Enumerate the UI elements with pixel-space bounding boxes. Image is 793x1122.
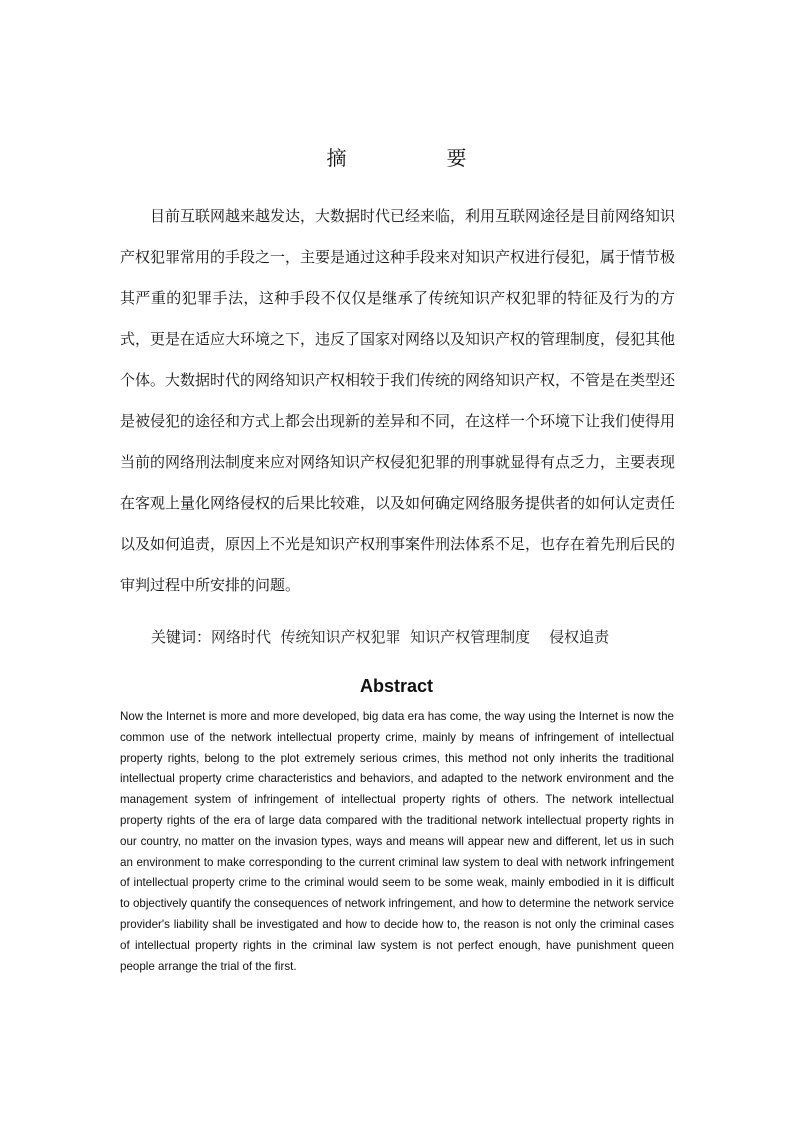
english-abstract-body: Now the Internet is more and more developed, big data era has come, the way using the Internet is now the common use of the network intellectual property crime, mainly by means of infringement of intellectual property rights, belong to the plot extremely serious crimes, this method not only inherits the traditional intellectual property crime characteristics and behaviors, and adapted to the network environment and the management system of infringement of intellectual property rights of others. The network intellectual property rights of the era of large data compared with the traditional network intellectual property rights in our country, no matter on the invasion types, ways and means will appear new and different, let us in such an environment to make corresponding to the current criminal law system to deal with network infringement of intellectual property crime to the criminal would seem to be some weak, mainly embodied in it is difficult to objectively quantify the consequences of network infringement, and how to determine the network service provider's liability shall be investigated and how to decide how to, the reason is not only the criminal cases of intellectual property rights in the criminal law system is not perfect enough, have punishment queen people arrange the trial of the first.: [120, 710, 674, 973]
english-abstract-title: Abstract: [359, 676, 434, 696]
keywords-items: 网络时代 传统知识产权犯罪 知识产权管理制度 侵权追责: [211, 628, 610, 646]
chinese-abstract-body: 目前互联网越来越发达，大数据时代已经来临，利用互联网途径是目前网络知识产权犯罪常用的手段之一，主要是通过这种手段来对知识产权进行侵犯，属于情节极其严重的犯罪手法，这种手段不仅仅是继承了传统知识产权犯罪的特征及行为的方式，更是在适应大环境之下，违反了国家对网络以及知识产权的管理制度，侵犯其他个体。大数据时代的网络知识产权相较于我们传统的网络知识产权，不管是在类型还是被侵犯的途径和方式上都会出现新的差异和不同，在这样一个环境下让我们使得用当前的网络刑法制度来应对网络知识产权侵犯犯罪的刑事就显得有点乏力，主要表现在客观上量化网络侵权的后果比较难，以及如何确定网络服务提供者的如何认定责任以及如何追责，原因上不光是知识产权刑事案件刑法体系不足，也存在着先刑后民的审判过程中所安排的问题。: [120, 207, 676, 594]
keywords-line: [151, 622, 681, 652]
keywords-label: 关键词：: [151, 628, 212, 646]
chinese-abstract-title: 摘 要: [326, 146, 507, 170]
